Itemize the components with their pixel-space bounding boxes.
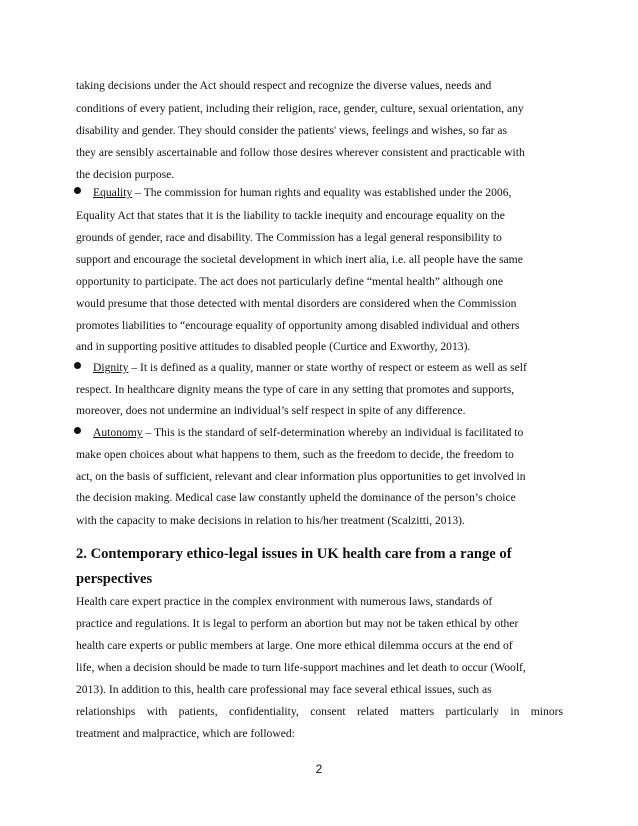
paragraph-line: practice and regulations. It is legal to perform an abortion but may not be taken ethical by other bbox=[76, 617, 519, 630]
paragraph-line: act, on the basis of sufficient, relevant and clear information plus opportunities to get involved in bbox=[76, 470, 526, 483]
paragraph-line: the decision making. Medical case law constantly upheld the dominance of the person’s choice bbox=[76, 491, 516, 504]
paragraph-line: conditions of every patient, including their religion, race, gender, culture, sexual orientation, any bbox=[76, 102, 524, 115]
term-separator: – bbox=[132, 186, 144, 199]
bullet-text: It is defined as a quality, manner or state worthy of respect or esteem as well as self bbox=[140, 361, 527, 374]
paragraph-line: Health care expert practice in the complex environment with numerous laws, standards of bbox=[76, 595, 493, 608]
term-separator: – bbox=[128, 361, 141, 374]
paragraph-line: health care experts or public members at large. One more ethical dilemma occurs at the end of bbox=[76, 639, 513, 652]
paragraph-line: Equality Act that states that it is the liability to tackle inequity and encourage equality on the bbox=[76, 209, 505, 222]
term-separator: – bbox=[142, 426, 154, 439]
paragraph-line: make open choices about what happens to them, such as the freedom to decide, the freedom to bbox=[76, 448, 514, 461]
paragraph-line: moreover, does not undermine an individual’s self respect in spite of any difference. bbox=[76, 404, 466, 417]
paragraph-line: the decision purpose. bbox=[76, 168, 175, 181]
paragraph-line: taking decisions under the Act should respect and recognize the diverse values, needs and bbox=[76, 79, 492, 92]
paragraph-line: disability and gender. They should consider the patients' views, feelings and wishes, so far as bbox=[76, 124, 508, 137]
paragraph-line: 2013). In addition to this, health care professional may face several ethical issues, such as bbox=[76, 683, 492, 696]
paragraph-line: life, when a decision should be made to turn life-support machines and let death to occur (Woolf, bbox=[76, 661, 526, 674]
bullet-marker bbox=[74, 187, 81, 194]
paragraph-line: with the capacity to make decisions in relation to his/her treatment (Scalzitti, 2013). bbox=[76, 514, 465, 527]
paragraph-line: treatment and malpractice, which are followed: bbox=[76, 727, 295, 740]
bullet-equality-first-line bbox=[93, 186, 511, 200]
bullet-dignity-first-line bbox=[93, 361, 527, 375]
paragraph-line: would presume that those detected with mental disorders are considered when the Commission bbox=[76, 297, 517, 310]
section-heading: 2. Contemporary ethico-legal issues in UK health care from a range of bbox=[76, 546, 512, 562]
paragraph-line: promotes liabilities to “encourage equality of opportunity among disabled individual and others bbox=[76, 319, 520, 332]
bullet-text: The commission for human rights and equality was established under the 2006, bbox=[143, 186, 512, 199]
page-number: 2 bbox=[315, 762, 323, 776]
bullet-marker bbox=[74, 362, 81, 369]
paragraph-line: respect. In healthcare dignity means the type of care in any setting that promotes and supports, bbox=[76, 383, 515, 396]
term-autonomy: Autonomy bbox=[93, 426, 143, 439]
bullet-marker bbox=[74, 427, 81, 434]
term-equality: Equality bbox=[93, 186, 133, 199]
bullet-text: This is the standard of self-determination whereby an individual is facilitated to bbox=[154, 426, 524, 439]
paragraph-line: support and encourage the societal development in which inert alia, i.e. all people have the same bbox=[76, 253, 523, 266]
paragraph-line: and in supporting positive attitudes to disabled people (Curtice and Exworthy, 2013). bbox=[76, 340, 471, 353]
paragraph-line: opportunity to participate. The act does not particularly define “mental health” although one bbox=[76, 275, 503, 288]
paragraph-line: relationships with patients, confidentiality, consent related matters particularly in minors bbox=[76, 705, 563, 718]
term-dignity: Dignity bbox=[93, 361, 129, 374]
bullet-autonomy-first-line bbox=[93, 426, 523, 440]
section-heading: perspectives bbox=[76, 571, 153, 587]
paragraph-line: they are sensibly ascertainable and follow those desires wherever consistent and practicable with bbox=[76, 146, 525, 159]
paragraph-line: grounds of gender, race and disability. The Commission has a legal general responsibility to bbox=[76, 231, 502, 244]
